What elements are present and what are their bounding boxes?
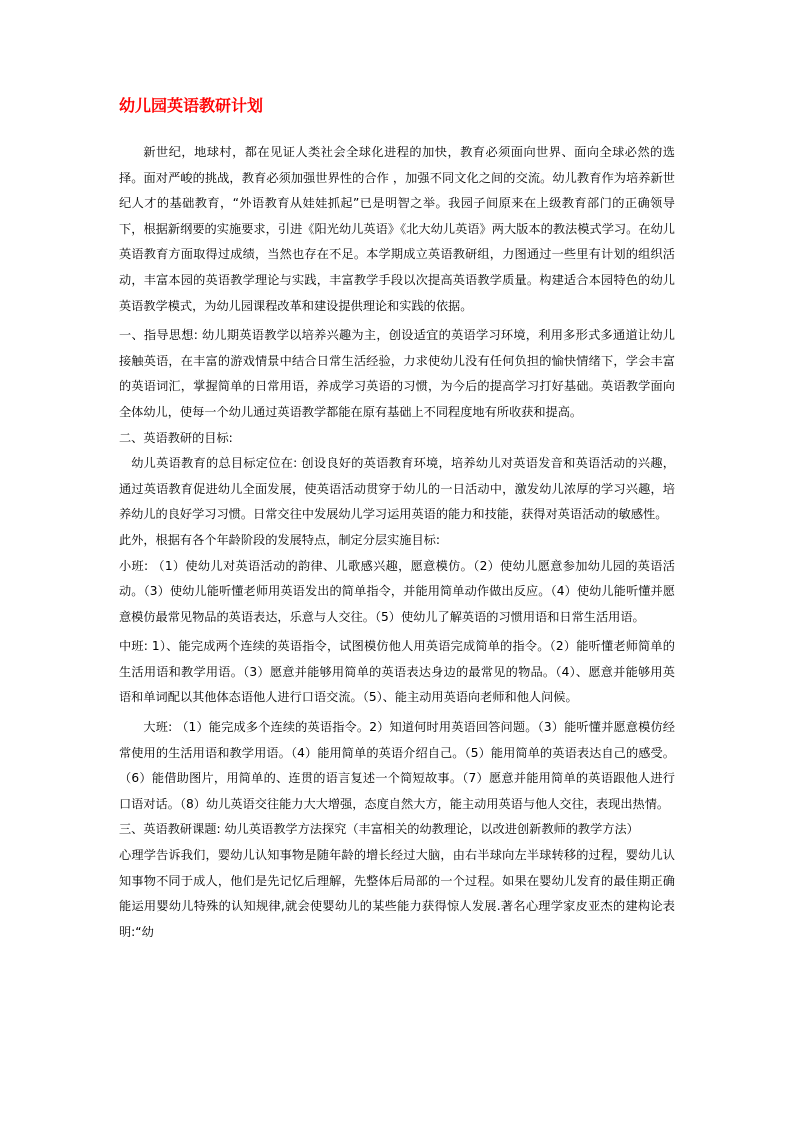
tiered-goals-intro: 此外，根据有各个年龄阶段的发展特点，制定分层实施目标:	[119, 532, 440, 547]
guiding-thought-paragraph: 一、指导思想: 幼儿期英语教学以培养兴趣为主，创设适宜的英语学习环境，利用多形式多通道让幼儿接触英语，在丰富的游戏情景中结合日常生活经验，力求使幼儿没有任何负担的愉快情绪下，学会丰富的英语词汇，掌握简单的日常用语，养成学习英语的习惯，为今后的提高学习打好基础。英语教学面向全体幼儿，使每一个幼儿通过英语教学都能在原有基础上不同程度地有所收获和提高。	[119, 328, 675, 419]
intro-paragraph: 新世纪，地球村，都在见证人类社会全球化进程的加快，教育必须面向世界、面向全球必然的选择。面对严峻的挑战，教育必须加强世界性的合作 ，加强不同文化之间的交流。幼儿教育作为培养新世纪人才的基础教育，“外语教育从娃娃抓起”已是明智之举。我园子间原来在上级教育部门的正确领导下，根据新纲要的实施要求，引进《阳光幼儿英语》《北大幼儿英语》两大版本的教法模式学习。在幼儿英语教育方面取得过成绩，当然也存在不足。本学期成立英语教研组，力图通过一些里有计划的组织活动，丰富本园的英语教学理论与实践，丰富教学手段以次提高英语教学质量。构建适合本园特色的幼儿英语教学模式，为幼儿园课程改革和建设提供理论和实践的依据。	[119, 145, 675, 313]
middle-class-goals: 中班: 1）、能完成两个连续的英语指令，试图模仿他人用英语完成简单的指令。（2）能听懂老师简单的生活用语和教学用语。（3）愿意并能够用简单的英语表达身边的最常见的物品。（4）、愿意并能够用英语和单词配以其他体态语他人进行口语交流。（5）、能主动用英语向老师和他人问候。	[119, 639, 675, 705]
large-class-goals: 大班: （1）能完成多个连续的英语指令。2）知道何时用英语回答问题。（3）能听懂并愿意模仿经常使用的生活用语和教学用语。（4）能用简单的英语介绍自己。（5）能用简单的英语表达自己的感受。（6）能借助图片，用简单的、连贯的语言复述一个简短故事。（7）愿意并能用简单的英语跟他人进行口语对话。（8）幼儿英语交往能力大大增强，态度自然大方，能主动用英语与他人交往，表现出热情。	[119, 720, 675, 811]
psychology-paragraph: 心理学告诉我们，婴幼儿认知事物是随年龄的增长经过大脑，由右半球向左半球转移的过程，婴幼儿认知事物不同于成人，他们是先记忆后理解，先整体后局部的一个过程。如果在婴幼儿发育的最佳期正确能运用婴幼儿特殊的认知规律,就会使婴幼儿的某些能力获得惊人发展.著名心理学家皮亚杰的建构论表明:“幼	[119, 848, 675, 939]
document-page	[119, 92, 675, 945]
small-class-goals: 小班: （1）使幼儿对英语活动的韵律、儿歌感兴趣，愿意模仿。（2）使幼儿愿意参加幼儿园的英语活动。（3）使幼儿能听懂老师用英语发出的简单指令，并能用简单动作做出反应。（4）使幼儿能听懂并愿意模仿最常见物品的英语表达，乐意与人交往。（5）使幼儿了解英语的习惯用语和日常生活用语。	[119, 558, 675, 624]
research-topic-heading: 三、英语教研课题: 幼儿英语教学方法探究（丰富相关的幼教理论，以改进创新教师的教学方法）	[119, 822, 639, 837]
overall-goal-paragraph: 幼儿英语教育的总目标定位在: 创设良好的英语教育环境，培养幼儿对英语发音和英语活动的兴趣，通过英语教育促进幼儿全面发展，使英语活动贯穿于幼儿的一日活动中，激发幼儿浓厚的学习兴趣，培养幼儿的良好学习习惯。日常交往中发展幼儿学习运用英语的能力和技能，获得对英语活动的敏感性。	[119, 456, 675, 522]
goals-heading: 二、英语教研的目标:	[119, 430, 233, 445]
document-title: 幼儿园英语教研计划	[119, 96, 264, 115]
